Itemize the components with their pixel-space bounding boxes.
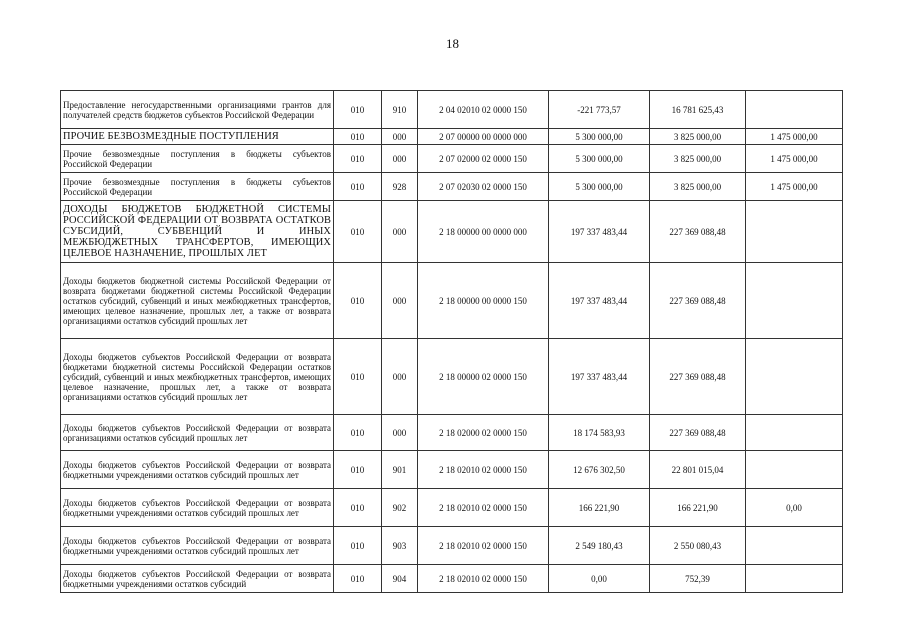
row-value-3: [746, 201, 843, 263]
row-value-3: [746, 565, 843, 593]
row-description: Прочие безвозмездные поступления в бюджеты субъектов Российской Федерации: [61, 145, 334, 173]
row-col2: 928: [382, 173, 418, 201]
row-col2: 000: [382, 129, 418, 145]
row-value-3: [746, 451, 843, 489]
row-value-3: [746, 91, 843, 129]
row-code: 2 18 00000 00 0000 000: [418, 201, 549, 263]
row-value-2: 2 550 080,43: [650, 527, 746, 565]
row-value-1: 5 300 000,00: [549, 129, 650, 145]
row-value-1: 197 337 483,44: [549, 339, 650, 415]
row-description: ДОХОДЫ БЮДЖЕТОВ БЮДЖЕТНОЙ СИСТЕМЫ РОССИЙСКОЙ ФЕДЕРАЦИИ ОТ ВОЗВРАТА ОСТАТКОВ СУБСИДИЙ, СУБВЕНЦИЙ И ИНЫХ МЕЖБЮДЖЕТНЫХ ТРАНСФЕРТОВ, ИМЕЮЩИХ ЦЕЛЕВОЕ НАЗНАЧЕНИЕ, ПРОШЛЫХ ЛЕТ: [61, 201, 334, 263]
table-row: [61, 415, 843, 451]
row-description: Доходы бюджетов субъектов Российской Федерации от возврата бюджетами бюджетной системы Российской Федерации остатков субсидий, субвенций и иных межбюджетных трансфертов, имеющих целевое назначение, прошлых лет, а также от возврата организациями остатков субсидий прошлых лет: [61, 339, 334, 415]
row-value-1: 0,00: [549, 565, 650, 593]
row-col1: 010: [334, 91, 382, 129]
row-col1: 010: [334, 339, 382, 415]
row-value-3: [746, 339, 843, 415]
row-col2: 000: [382, 263, 418, 339]
row-col1: 010: [334, 173, 382, 201]
table-row: [61, 263, 843, 339]
row-code: 2 07 02030 02 0000 150: [418, 173, 549, 201]
table-row: [61, 201, 843, 263]
row-code: 2 18 02010 02 0000 150: [418, 565, 549, 593]
row-value-2: 22 801 015,04: [650, 451, 746, 489]
row-value-1: 18 174 583,93: [549, 415, 650, 451]
page-number: 18: [446, 36, 459, 51]
row-value-1: 5 300 000,00: [549, 145, 650, 173]
row-description: Доходы бюджетов субъектов Российской Федерации от возврата бюджетными учреждениями остатков субсидий прошлых лет: [61, 527, 334, 565]
row-description: Доходы бюджетов субъектов Российской Федерации от возврата бюджетными учреждениями остатков субсидий: [61, 565, 334, 593]
row-col1: 010: [334, 145, 382, 173]
row-value-1: 166 221,90: [549, 489, 650, 527]
table-row: [61, 527, 843, 565]
row-value-2: 227 369 088,48: [650, 201, 746, 263]
row-col1: 010: [334, 489, 382, 527]
table-row: [61, 339, 843, 415]
row-code: 2 18 02010 02 0000 150: [418, 451, 549, 489]
row-value-3: [746, 263, 843, 339]
row-col2: 910: [382, 91, 418, 129]
row-value-3: 1 475 000,00: [746, 145, 843, 173]
row-col2: 901: [382, 451, 418, 489]
row-code: 2 18 02010 02 0000 150: [418, 527, 549, 565]
table-row: [61, 173, 843, 201]
row-value-2: 166 221,90: [650, 489, 746, 527]
table-row: [61, 91, 843, 129]
row-code: 2 18 02010 02 0000 150: [418, 489, 549, 527]
row-value-3: 0,00: [746, 489, 843, 527]
row-description: Прочие безвозмездные поступления в бюджеты субъектов Российской Федерации: [61, 173, 334, 201]
row-value-1: -221 773,57: [549, 91, 650, 129]
row-value-2: 16 781 625,43: [650, 91, 746, 129]
table-row: [61, 145, 843, 173]
row-value-2: 3 825 000,00: [650, 129, 746, 145]
row-col2: 000: [382, 339, 418, 415]
row-description: Предоставление негосударственными организациями грантов для получателей средств бюджетов субъектов Российской Федерации: [61, 91, 334, 129]
row-code: 2 04 02010 02 0000 150: [418, 91, 549, 129]
row-description: Доходы бюджетов бюджетной системы Российской Федерации от возврата бюджетами бюджетной системы Российской Федерации остатков субсидий, субвенций и иных межбюджетных трансфертов, имеющих целевое назначение, прошлых лет, а также от возврата организациями остатков субсидий прошлых лет: [61, 263, 334, 339]
row-value-2: 3 825 000,00: [650, 145, 746, 173]
row-value-2: 227 369 088,48: [650, 263, 746, 339]
row-col2: 000: [382, 201, 418, 263]
row-value-3: [746, 415, 843, 451]
table-row: [61, 489, 843, 527]
row-col1: 010: [334, 263, 382, 339]
row-code: 2 07 00000 00 0000 000: [418, 129, 549, 145]
row-value-2: 227 369 088,48: [650, 339, 746, 415]
row-code: 2 18 02000 02 0000 150: [418, 415, 549, 451]
row-value-3: 1 475 000,00: [746, 129, 843, 145]
table-row: [61, 451, 843, 489]
budget-table: [60, 90, 843, 593]
row-description: ПРОЧИЕ БЕЗВОЗМЕЗДНЫЕ ПОСТУПЛЕНИЯ: [61, 129, 334, 145]
row-value-1: 197 337 483,44: [549, 201, 650, 263]
row-value-2: 3 825 000,00: [650, 173, 746, 201]
row-description: Доходы бюджетов субъектов Российской Федерации от возврата организациями остатков субсидий прошлых лет: [61, 415, 334, 451]
row-value-1: 5 300 000,00: [549, 173, 650, 201]
row-value-3: 1 475 000,00: [746, 173, 843, 201]
row-col1: 010: [334, 565, 382, 593]
row-col1: 010: [334, 201, 382, 263]
row-col1: 010: [334, 451, 382, 489]
row-col2: 902: [382, 489, 418, 527]
row-value-2: 227 369 088,48: [650, 415, 746, 451]
row-value-1: 197 337 483,44: [549, 263, 650, 339]
row-code: 2 18 00000 00 0000 150: [418, 263, 549, 339]
row-col1: 010: [334, 527, 382, 565]
table-row: [61, 565, 843, 593]
row-col2: 000: [382, 145, 418, 173]
row-col2: 903: [382, 527, 418, 565]
row-description: Доходы бюджетов субъектов Российской Федерации от возврата бюджетными учреждениями остатков субсидий прошлых лет: [61, 451, 334, 489]
row-code: 2 07 02000 02 0000 150: [418, 145, 549, 173]
row-col2: 904: [382, 565, 418, 593]
row-col1: 010: [334, 415, 382, 451]
row-value-1: 2 549 180,43: [549, 527, 650, 565]
row-col2: 000: [382, 415, 418, 451]
row-description: Доходы бюджетов субъектов Российской Федерации от возврата бюджетными учреждениями остатков субсидий прошлых лет: [61, 489, 334, 527]
row-value-2: 752,39: [650, 565, 746, 593]
row-code: 2 18 00000 02 0000 150: [418, 339, 549, 415]
row-value-1: 12 676 302,50: [549, 451, 650, 489]
table-row: [61, 129, 843, 145]
row-value-3: [746, 527, 843, 565]
row-col1: 010: [334, 129, 382, 145]
